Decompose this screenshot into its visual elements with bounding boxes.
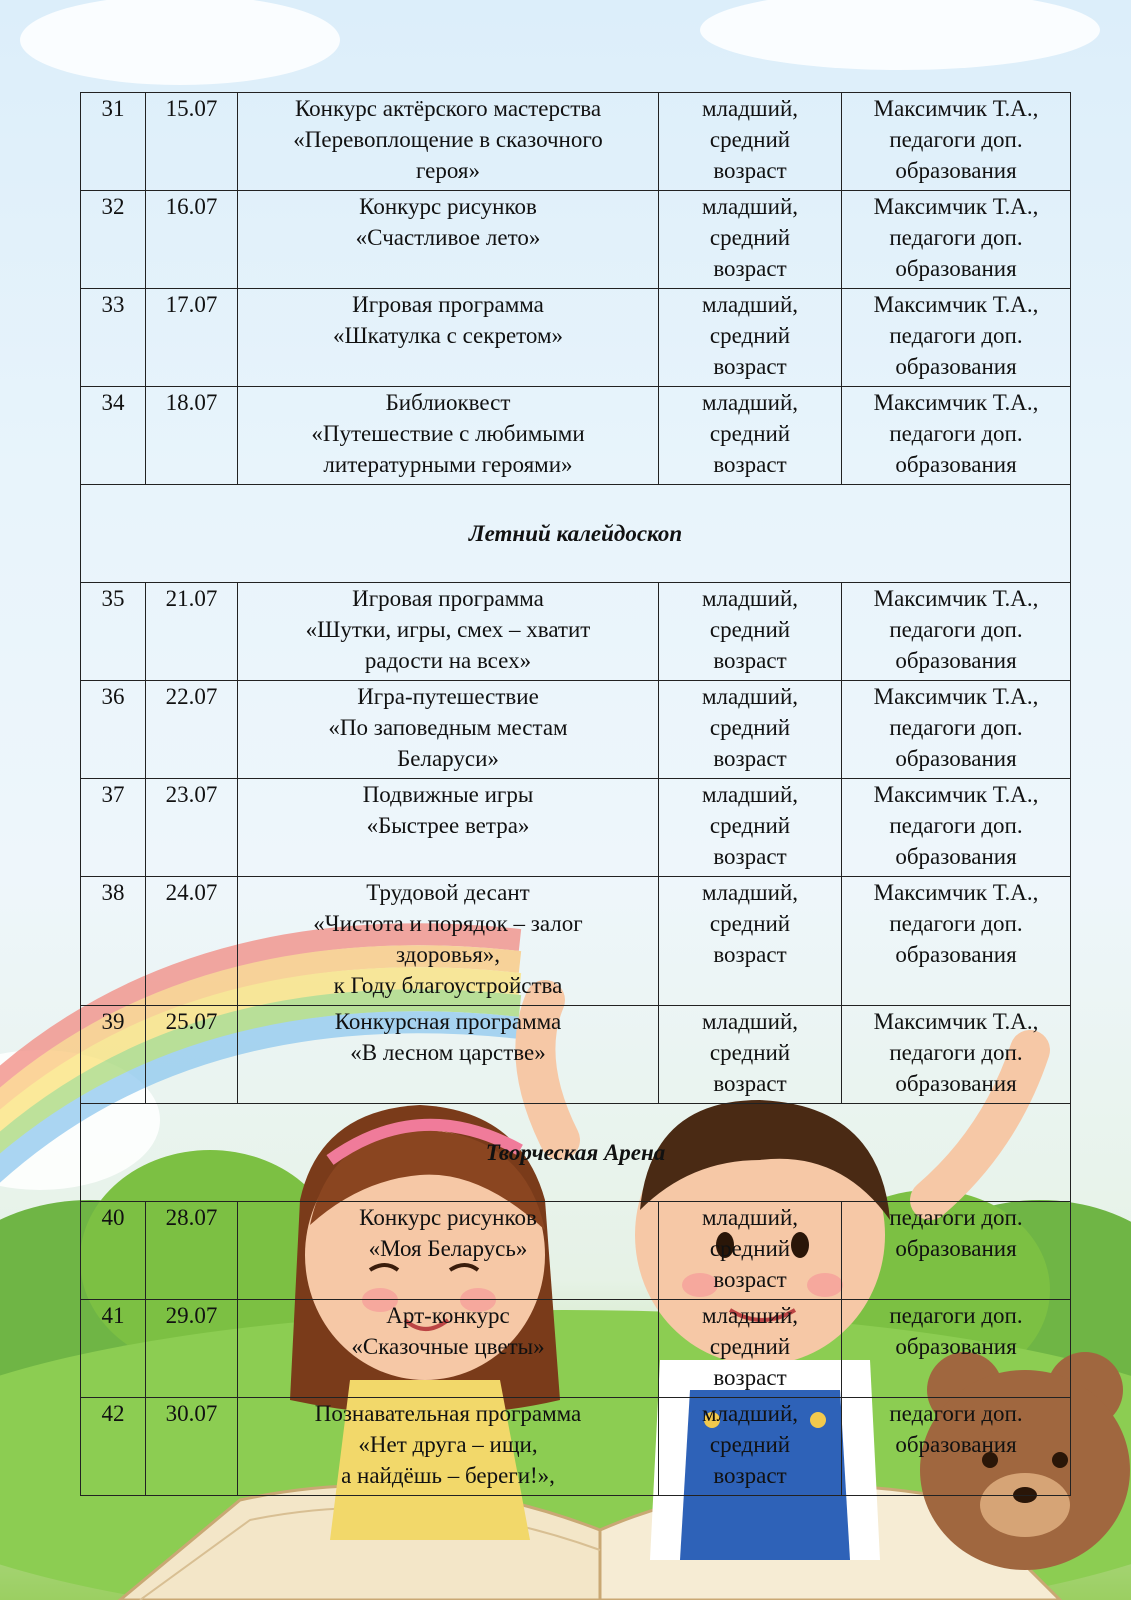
table-row (81, 1006, 1071, 1104)
age-line: средний (709, 323, 791, 348)
age-line: возраст (713, 452, 787, 477)
responsible-line: образования (895, 746, 1017, 771)
age-line: младший, (701, 1303, 799, 1328)
row-number: 37 (81, 779, 146, 877)
event-cell (238, 779, 659, 877)
responsible-line: Максимчик Т.А., (873, 96, 1039, 121)
age-line: младший, (701, 1009, 799, 1034)
age-line: младший, (701, 1401, 799, 1426)
responsible-line: педагоги доп. (889, 225, 1023, 250)
responsible-line: педагоги доп. (889, 421, 1023, 446)
age-cell (659, 93, 842, 191)
age-line: младший, (701, 586, 799, 611)
responsible-cell (842, 93, 1071, 191)
event-cell (238, 1202, 659, 1300)
age-cell (659, 877, 842, 1006)
age-line: средний (709, 225, 791, 250)
age-line: средний (709, 1236, 791, 1261)
event-line: «Шкатулка с секретом» (332, 323, 564, 348)
age-line: средний (709, 617, 791, 642)
row-number: 38 (81, 877, 146, 1006)
responsible-line: Максимчик Т.А., (873, 292, 1039, 317)
event-line: «Быстрее ветра» (366, 813, 530, 838)
age-line: возраст (713, 844, 787, 869)
age-line: младший, (701, 782, 799, 807)
responsible-line: образования (895, 354, 1017, 379)
responsible-line: образования (895, 1236, 1017, 1261)
row-number: 42 (81, 1398, 146, 1496)
row-date: 22.07 (146, 681, 238, 779)
row-number: 36 (81, 681, 146, 779)
responsible-line: педагоги доп. (889, 1205, 1023, 1230)
row-number: 34 (81, 387, 146, 485)
event-line: «Чистота и порядок – залог (313, 911, 583, 936)
event-cell (238, 93, 659, 191)
responsible-line: образования (895, 942, 1017, 967)
row-number: 41 (81, 1300, 146, 1398)
row-date: 24.07 (146, 877, 238, 1006)
age-line: возраст (713, 1365, 787, 1390)
event-line: «Счастливое лето» (355, 225, 541, 250)
responsible-cell (842, 289, 1071, 387)
responsible-cell (842, 583, 1071, 681)
age-line: средний (709, 1334, 791, 1359)
age-line: младший, (701, 96, 799, 121)
row-date: 17.07 (146, 289, 238, 387)
responsible-line: педагоги доп. (889, 1401, 1023, 1426)
responsible-cell (842, 1300, 1071, 1398)
responsible-line: педагоги доп. (889, 715, 1023, 740)
event-line: «По заповедным местам (328, 715, 568, 740)
event-line: Конкурсная программа (334, 1009, 562, 1034)
responsible-line: педагоги доп. (889, 1303, 1023, 1328)
age-line: возраст (713, 1267, 787, 1292)
age-line: младший, (701, 194, 799, 219)
event-line: Подвижные игры (362, 782, 534, 807)
responsible-line: образования (895, 256, 1017, 281)
schedule-table (80, 92, 1071, 1496)
row-date: 16.07 (146, 191, 238, 289)
responsible-line: Максимчик Т.А., (873, 684, 1039, 709)
table-row (81, 877, 1071, 1006)
event-line: «В лесном царстве» (350, 1040, 546, 1065)
row-date: 30.07 (146, 1398, 238, 1496)
event-cell (238, 877, 659, 1006)
responsible-line: образования (895, 452, 1017, 477)
event-line: «Нет друга – ищи, (358, 1432, 538, 1457)
section-heading: Летний калейдоскоп (81, 485, 1071, 583)
row-date: 29.07 (146, 1300, 238, 1398)
event-line: «Путешествие с любимыми (311, 421, 585, 446)
row-date: 21.07 (146, 583, 238, 681)
section-heading-row (81, 485, 1071, 583)
responsible-line: педагоги доп. (889, 617, 1023, 642)
responsible-cell (842, 1398, 1071, 1496)
age-line: средний (709, 1432, 791, 1457)
table-row (81, 681, 1071, 779)
responsible-line: образования (895, 1432, 1017, 1457)
age-line: средний (709, 127, 791, 152)
responsible-line: педагоги доп. (889, 127, 1023, 152)
age-line: возраст (713, 648, 787, 673)
event-line: здоровья», (395, 942, 501, 967)
age-line: младший, (701, 390, 799, 415)
table-row (81, 1300, 1071, 1398)
row-date: 28.07 (146, 1202, 238, 1300)
table-row (81, 191, 1071, 289)
responsible-cell (842, 1006, 1071, 1104)
responsible-line: Максимчик Т.А., (873, 194, 1039, 219)
responsible-cell (842, 191, 1071, 289)
table-row (81, 1398, 1071, 1496)
row-number: 35 (81, 583, 146, 681)
event-cell (238, 681, 659, 779)
row-date: 25.07 (146, 1006, 238, 1104)
event-cell (238, 1398, 659, 1496)
event-cell (238, 387, 659, 485)
age-line: возраст (713, 1463, 787, 1488)
responsible-line: Максимчик Т.А., (873, 880, 1039, 905)
age-cell (659, 191, 842, 289)
responsible-line: образования (895, 1071, 1017, 1096)
event-line: Познавательная программа (314, 1401, 582, 1426)
age-line: возраст (713, 1071, 787, 1096)
responsible-line: Максимчик Т.А., (873, 586, 1039, 611)
event-line: Беларуси» (397, 746, 499, 771)
age-cell (659, 779, 842, 877)
event-line: героя» (416, 158, 480, 183)
event-line: литературными героями» (323, 452, 573, 477)
age-cell (659, 387, 842, 485)
age-line: младший, (701, 684, 799, 709)
section-heading: Творческая Арена (81, 1104, 1071, 1202)
event-line: Игра-путешествие (357, 684, 539, 709)
age-line: младший, (701, 292, 799, 317)
event-cell (238, 289, 659, 387)
age-cell (659, 289, 842, 387)
responsible-line: Максимчик Т.А., (873, 1009, 1039, 1034)
responsible-line: Максимчик Т.А., (873, 782, 1039, 807)
responsible-line: образования (895, 844, 1017, 869)
table-row (81, 93, 1071, 191)
row-number: 39 (81, 1006, 146, 1104)
responsible-line: педагоги доп. (889, 911, 1023, 936)
table-row (81, 1202, 1071, 1300)
event-line: радости на всех» (364, 648, 532, 673)
age-line: средний (709, 911, 791, 936)
age-line: младший, (701, 880, 799, 905)
table-row (81, 387, 1071, 485)
row-date: 18.07 (146, 387, 238, 485)
age-cell (659, 1202, 842, 1300)
event-line: Игровая программа (352, 586, 544, 611)
age-line: возраст (713, 158, 787, 183)
table-row (81, 289, 1071, 387)
age-cell (659, 1006, 842, 1104)
row-number: 31 (81, 93, 146, 191)
responsible-cell (842, 681, 1071, 779)
responsible-line: образования (895, 1334, 1017, 1359)
responsible-line: педагоги доп. (889, 1040, 1023, 1065)
event-line: Библиоквест (385, 390, 511, 415)
event-cell (238, 1300, 659, 1398)
age-line: возраст (713, 354, 787, 379)
age-line: возраст (713, 942, 787, 967)
table-row (81, 583, 1071, 681)
event-cell (238, 583, 659, 681)
row-number: 32 (81, 191, 146, 289)
row-number: 40 (81, 1202, 146, 1300)
responsible-cell (842, 387, 1071, 485)
responsible-cell (842, 779, 1071, 877)
event-line: «Перевоплощение в сказочного (293, 127, 603, 152)
event-line: Игровая программа (352, 292, 544, 317)
age-cell (659, 1300, 842, 1398)
event-line: Конкурс актёрского мастерства (294, 96, 602, 121)
event-line: к Году благоустройства (333, 973, 563, 998)
age-cell (659, 1398, 842, 1496)
age-line: возраст (713, 746, 787, 771)
event-line: Конкурс рисунков (359, 1205, 537, 1230)
event-line: Трудовой десант (366, 880, 530, 905)
row-number: 33 (81, 289, 146, 387)
responsible-cell (842, 1202, 1071, 1300)
responsible-line: образования (895, 158, 1017, 183)
age-line: средний (709, 715, 791, 740)
event-line: «Шутки, игры, смех – хватит (305, 617, 591, 642)
responsible-cell (842, 877, 1071, 1006)
responsible-line: Максимчик Т.А., (873, 390, 1039, 415)
section-heading-row (81, 1104, 1071, 1202)
age-line: средний (709, 813, 791, 838)
row-date: 15.07 (146, 93, 238, 191)
row-date: 23.07 (146, 779, 238, 877)
responsible-line: образования (895, 648, 1017, 673)
event-line: «Моя Беларусь» (368, 1236, 528, 1261)
event-cell (238, 191, 659, 289)
event-cell (238, 1006, 659, 1104)
responsible-line: педагоги доп. (889, 813, 1023, 838)
event-line: Арт-конкурс (386, 1303, 510, 1328)
age-line: средний (709, 1040, 791, 1065)
event-line: «Сказочные цветы» (351, 1334, 545, 1359)
age-line: возраст (713, 256, 787, 281)
event-line: а найдёшь – береги!», (341, 1463, 555, 1488)
responsible-line: педагоги доп. (889, 323, 1023, 348)
age-cell (659, 681, 842, 779)
event-line: Конкурс рисунков (359, 194, 537, 219)
table-row (81, 779, 1071, 877)
age-line: младший, (701, 1205, 799, 1230)
age-line: средний (709, 421, 791, 446)
age-cell (659, 583, 842, 681)
